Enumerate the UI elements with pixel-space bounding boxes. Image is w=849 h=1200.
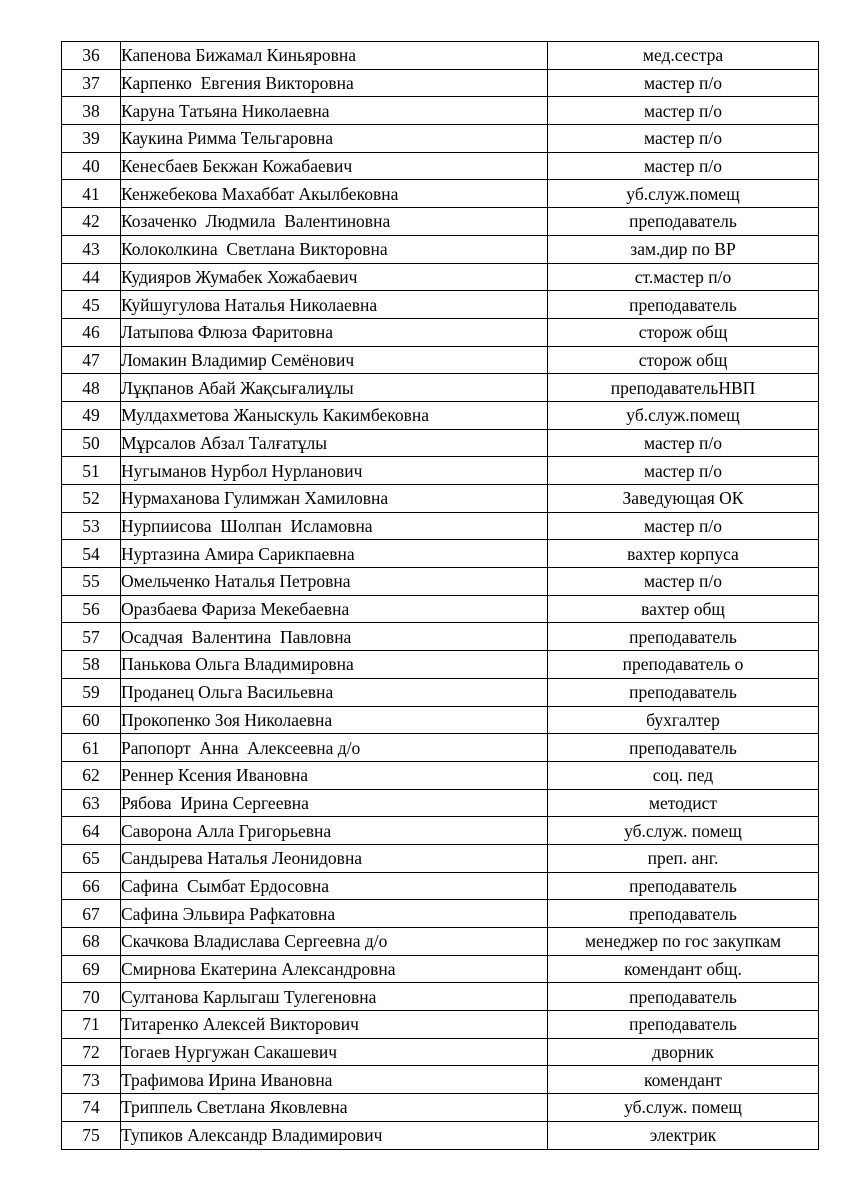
position-cell: Заведующая ОК — [548, 485, 819, 513]
position-cell: уб.служ.помещ — [548, 180, 819, 208]
position-cell: комендант общ. — [548, 955, 819, 983]
table-row — [62, 595, 819, 623]
position-cell: мастер п/о — [548, 568, 819, 596]
row-number-cell: 65 — [62, 844, 121, 872]
row-number-cell: 53 — [62, 512, 121, 540]
position-cell: преподаватель — [548, 623, 819, 651]
table-row — [62, 817, 819, 845]
table-row — [62, 678, 819, 706]
employee-name-cell: Лұқпанов Абай Жақсығалиұлы — [121, 374, 548, 402]
employee-name-cell: Карпенко Евгения Викторовна — [121, 69, 548, 97]
employee-name-cell: Панькова Ольга Владимировна — [121, 651, 548, 679]
employee-name-cell: Проданец Ольга Васильевна — [121, 678, 548, 706]
table-row — [62, 1011, 819, 1039]
employee-name-cell: Ломакин Владимир Семёнович — [121, 346, 548, 374]
row-number-cell: 67 — [62, 900, 121, 928]
position-cell: уб.служ. помещ — [548, 817, 819, 845]
table-row — [62, 318, 819, 346]
row-number-cell: 68 — [62, 928, 121, 956]
employee-name-cell: Сандырева Наталья Леонидовна — [121, 844, 548, 872]
row-number-cell: 42 — [62, 208, 121, 236]
employee-name-cell: Прокопенко Зоя Николаевна — [121, 706, 548, 734]
employee-name-cell: Реннер Ксения Ивановна — [121, 761, 548, 789]
row-number-cell: 74 — [62, 1094, 121, 1122]
table-row — [62, 346, 819, 374]
table-row — [62, 900, 819, 928]
employee-name-cell: Колоколкина Светлана Викторовна — [121, 235, 548, 263]
row-number-cell: 75 — [62, 1121, 121, 1149]
position-cell: менеджер по гос закупкам — [548, 928, 819, 956]
row-number-cell: 40 — [62, 152, 121, 180]
table-row — [62, 734, 819, 762]
position-cell: преподаватель — [548, 678, 819, 706]
row-number-cell: 59 — [62, 678, 121, 706]
employee-name-cell: Смирнова Екатерина Александровна — [121, 955, 548, 983]
position-cell: преподаватель о — [548, 651, 819, 679]
row-number-cell: 51 — [62, 457, 121, 485]
employee-name-cell: Куйшугулова Наталья Николаевна — [121, 291, 548, 319]
table-row — [62, 208, 819, 236]
employee-name-cell: Капенова Бижамал Киньяровна — [121, 42, 548, 70]
row-number-cell: 71 — [62, 1011, 121, 1039]
employee-name-cell: Каукина Римма Тельгаровна — [121, 125, 548, 153]
table-row — [62, 235, 819, 263]
table-row — [62, 872, 819, 900]
employee-name-cell: Кенжебекова Махаббат Акылбековна — [121, 180, 548, 208]
table-row — [62, 125, 819, 153]
employee-name-cell: Кудияров Жумабек Хожабаевич — [121, 263, 548, 291]
employee-name-cell: Скачкова Владислава Сергеевна д/о — [121, 928, 548, 956]
row-number-cell: 61 — [62, 734, 121, 762]
row-number-cell: 69 — [62, 955, 121, 983]
position-cell: мастер п/о — [548, 152, 819, 180]
table-row — [62, 69, 819, 97]
employee-name-cell: Нугыманов Нурбол Нурланович — [121, 457, 548, 485]
employee-name-cell: Триппель Светлана Яковлевна — [121, 1094, 548, 1122]
table-row — [62, 401, 819, 429]
employee-name-cell: Нурпиисова Шолпан Исламовна — [121, 512, 548, 540]
employee-name-cell: Рябова Ирина Сергеевна — [121, 789, 548, 817]
employee-name-cell: Трафимова Ирина Ивановна — [121, 1066, 548, 1094]
row-number-cell: 60 — [62, 706, 121, 734]
employee-name-cell: Султанова Карлыгаш Тулегеновна — [121, 983, 548, 1011]
position-cell: зам.дир по ВР — [548, 235, 819, 263]
staff-table-body — [62, 42, 819, 1150]
row-number-cell: 63 — [62, 789, 121, 817]
position-cell: преподаватель — [548, 208, 819, 236]
employee-name-cell: Нуртазина Амира Сарикпаевна — [121, 540, 548, 568]
position-cell: методист — [548, 789, 819, 817]
row-number-cell: 55 — [62, 568, 121, 596]
row-number-cell: 47 — [62, 346, 121, 374]
position-cell: вахтер общ — [548, 595, 819, 623]
employee-name-cell: Сафина Сымбат Ердосовна — [121, 872, 548, 900]
position-cell: преподаватель — [548, 1011, 819, 1039]
table-row — [62, 457, 819, 485]
table-row — [62, 983, 819, 1011]
position-cell: ст.мастер п/о — [548, 263, 819, 291]
employee-name-cell: Оразбаева Фариза Мекебаевна — [121, 595, 548, 623]
table-row — [62, 1094, 819, 1122]
position-cell: комендант — [548, 1066, 819, 1094]
table-row — [62, 1038, 819, 1066]
row-number-cell: 45 — [62, 291, 121, 319]
employee-name-cell: Тогаев Нургужан Сакашевич — [121, 1038, 548, 1066]
employee-name-cell: Омельченко Наталья Петровна — [121, 568, 548, 596]
row-number-cell: 56 — [62, 595, 121, 623]
employee-name-cell: Тупиков Александр Владимирович — [121, 1121, 548, 1149]
row-number-cell: 38 — [62, 97, 121, 125]
position-cell: мастер п/о — [548, 429, 819, 457]
position-cell: преп. анг. — [548, 844, 819, 872]
row-number-cell: 43 — [62, 235, 121, 263]
row-number-cell: 70 — [62, 983, 121, 1011]
employee-name-cell: Мұрсалов Абзал Талғатұлы — [121, 429, 548, 457]
position-cell: сторож общ — [548, 318, 819, 346]
staff-table — [61, 41, 819, 1150]
table-row — [62, 374, 819, 402]
table-row — [62, 1121, 819, 1149]
row-number-cell: 37 — [62, 69, 121, 97]
row-number-cell: 64 — [62, 817, 121, 845]
position-cell: вахтер корпуса — [548, 540, 819, 568]
position-cell: электрик — [548, 1121, 819, 1149]
table-row — [62, 955, 819, 983]
position-cell: дворник — [548, 1038, 819, 1066]
row-number-cell: 62 — [62, 761, 121, 789]
table-row — [62, 291, 819, 319]
position-cell: преподаватель — [548, 872, 819, 900]
table-row — [62, 844, 819, 872]
row-number-cell: 52 — [62, 485, 121, 513]
table-row — [62, 42, 819, 70]
employee-name-cell: Нурмаханова Гулимжан Хамиловна — [121, 485, 548, 513]
table-row — [62, 152, 819, 180]
row-number-cell: 58 — [62, 651, 121, 679]
table-row — [62, 928, 819, 956]
employee-name-cell: Каруна Татьяна Николаевна — [121, 97, 548, 125]
table-row — [62, 1066, 819, 1094]
table-row — [62, 97, 819, 125]
row-number-cell: 57 — [62, 623, 121, 651]
table-row — [62, 651, 819, 679]
table-row — [62, 623, 819, 651]
position-cell: уб.служ.помещ — [548, 401, 819, 429]
position-cell: преподаватель — [548, 900, 819, 928]
position-cell: соц. пед — [548, 761, 819, 789]
position-cell: мастер п/о — [548, 125, 819, 153]
position-cell: преподавательНВП — [548, 374, 819, 402]
row-number-cell: 72 — [62, 1038, 121, 1066]
employee-name-cell: Козаченко Людмила Валентиновна — [121, 208, 548, 236]
row-number-cell: 50 — [62, 429, 121, 457]
row-number-cell: 73 — [62, 1066, 121, 1094]
row-number-cell: 54 — [62, 540, 121, 568]
table-row — [62, 789, 819, 817]
table-row — [62, 540, 819, 568]
row-number-cell: 41 — [62, 180, 121, 208]
employee-name-cell: Латыпова Флюза Фаритовна — [121, 318, 548, 346]
table-row — [62, 429, 819, 457]
position-cell: уб.служ. помещ — [548, 1094, 819, 1122]
row-number-cell: 48 — [62, 374, 121, 402]
position-cell: мастер п/о — [548, 512, 819, 540]
position-cell: преподаватель — [548, 734, 819, 762]
employee-name-cell: Сафина Эльвира Рафкатовна — [121, 900, 548, 928]
table-row — [62, 761, 819, 789]
position-cell: преподаватель — [548, 291, 819, 319]
table-row — [62, 706, 819, 734]
employee-name-cell: Саворона Алла Григорьевна — [121, 817, 548, 845]
table-row — [62, 568, 819, 596]
table-row — [62, 512, 819, 540]
row-number-cell: 36 — [62, 42, 121, 70]
position-cell: мастер п/о — [548, 69, 819, 97]
employee-name-cell: Осадчая Валентина Павловна — [121, 623, 548, 651]
position-cell: преподаватель — [548, 983, 819, 1011]
position-cell: мастер п/о — [548, 97, 819, 125]
employee-name-cell: Мулдахметова Жаныскуль Какимбековна — [121, 401, 548, 429]
position-cell: мед.сестра — [548, 42, 819, 70]
employee-name-cell: Титаренко Алексей Викторович — [121, 1011, 548, 1039]
row-number-cell: 39 — [62, 125, 121, 153]
position-cell: бухгалтер — [548, 706, 819, 734]
employee-name-cell: Рапопорт Анна Алексеевна д/о — [121, 734, 548, 762]
employee-name-cell: Кенесбаев Бекжан Кожабаевич — [121, 152, 548, 180]
table-row — [62, 180, 819, 208]
table-row — [62, 263, 819, 291]
position-cell: сторож общ — [548, 346, 819, 374]
position-cell: мастер п/о — [548, 457, 819, 485]
row-number-cell: 49 — [62, 401, 121, 429]
row-number-cell: 44 — [62, 263, 121, 291]
row-number-cell: 66 — [62, 872, 121, 900]
table-row — [62, 485, 819, 513]
row-number-cell: 46 — [62, 318, 121, 346]
